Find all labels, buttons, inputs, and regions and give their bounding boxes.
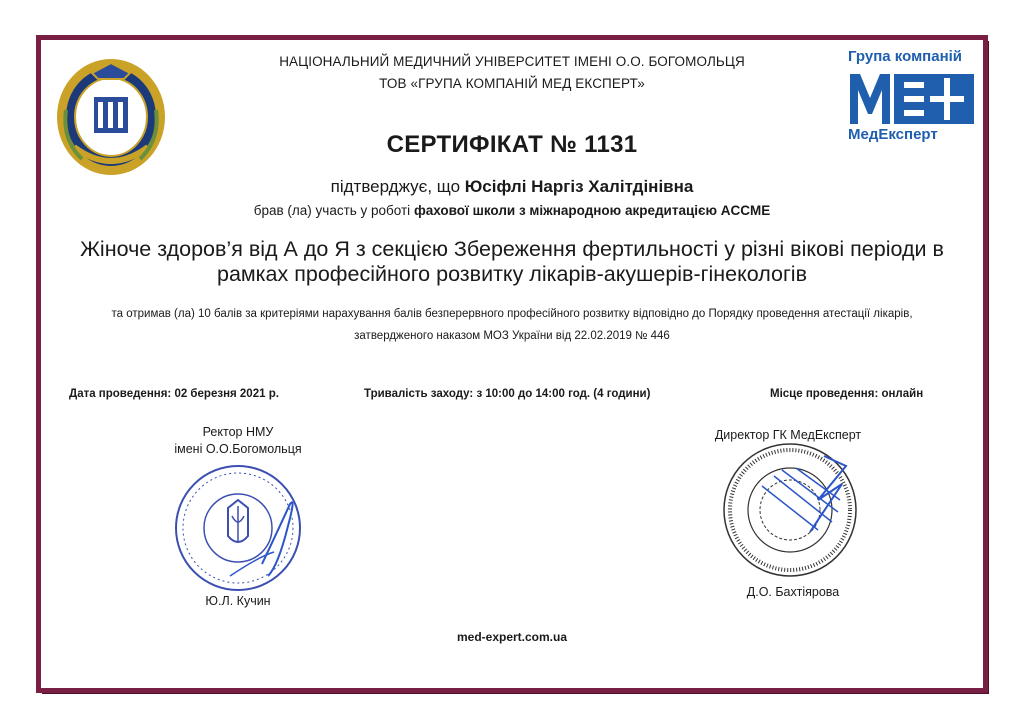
rector-name: Ю.Л. Кучин xyxy=(205,594,271,608)
participation-prefix: брав (ла) участь у роботі xyxy=(253,203,414,218)
director-name: Д.О. Бахтіярова xyxy=(746,585,840,599)
website-link[interactable]: med-expert.com.ua xyxy=(456,630,568,644)
company-name: ТОВ «ГРУПА КОМПАНІЙ МЕД ЕКСПЕРТ» xyxy=(379,76,645,91)
course-title-line1: Жіноче здоров’я від А до Я з секцією Збереження фертильності у різні вікові періоди в xyxy=(80,237,944,261)
rector-title-line2: імені О.О.Богомольця xyxy=(174,442,302,456)
course-title xyxy=(52,237,972,287)
points-line1: та отримав (ла) 10 балів за критеріями нарахування балів безперервного професійного розвитку відповідно до Порядку проведення атестації лікарів, xyxy=(111,308,913,320)
confirm-prefix: підтверджує, що xyxy=(330,177,465,196)
rector-title: Ректор НМУ xyxy=(202,425,274,439)
recipient-name: Юсіфлі Наргіз Халітдінівна xyxy=(464,177,694,196)
certificate-title: СЕРТИФІКАТ № 1131 xyxy=(386,131,638,158)
course-title-line2: рамках професійного розвитку лікарів-акушерів-гінекологів xyxy=(216,262,808,286)
participation-line xyxy=(0,203,1024,218)
event-place: Місце проведення: онлайн xyxy=(770,388,924,400)
points-line2: затвердженого наказом МОЗ України від 22.02.2019 № 446 xyxy=(354,330,670,342)
event-date: Дата проведення: 02 березня 2021 р. xyxy=(69,388,279,400)
university-stamp xyxy=(170,456,320,606)
university-name: НАЦІОНАЛЬНИЙ МЕДИЧНИЙ УНІВЕРСИТЕТ ІМЕНІ О.О. БОГОМОЛЬЦЯ xyxy=(279,54,745,69)
university-crest-logo xyxy=(52,55,170,180)
logo-caption-bottom: МедЕксперт xyxy=(848,126,938,143)
event-duration: Тривалість заходу: з 10:00 до 14:00 год. (4 години) xyxy=(364,388,651,400)
confirm-line xyxy=(0,177,1024,197)
company-stamp xyxy=(722,440,867,585)
director-title: Директор ГК МедЕксперт xyxy=(714,428,862,442)
logo-caption-top: Група компаній xyxy=(848,48,963,65)
school-name: фахової школи з міжнародною акредитацією ACCME xyxy=(413,203,771,218)
